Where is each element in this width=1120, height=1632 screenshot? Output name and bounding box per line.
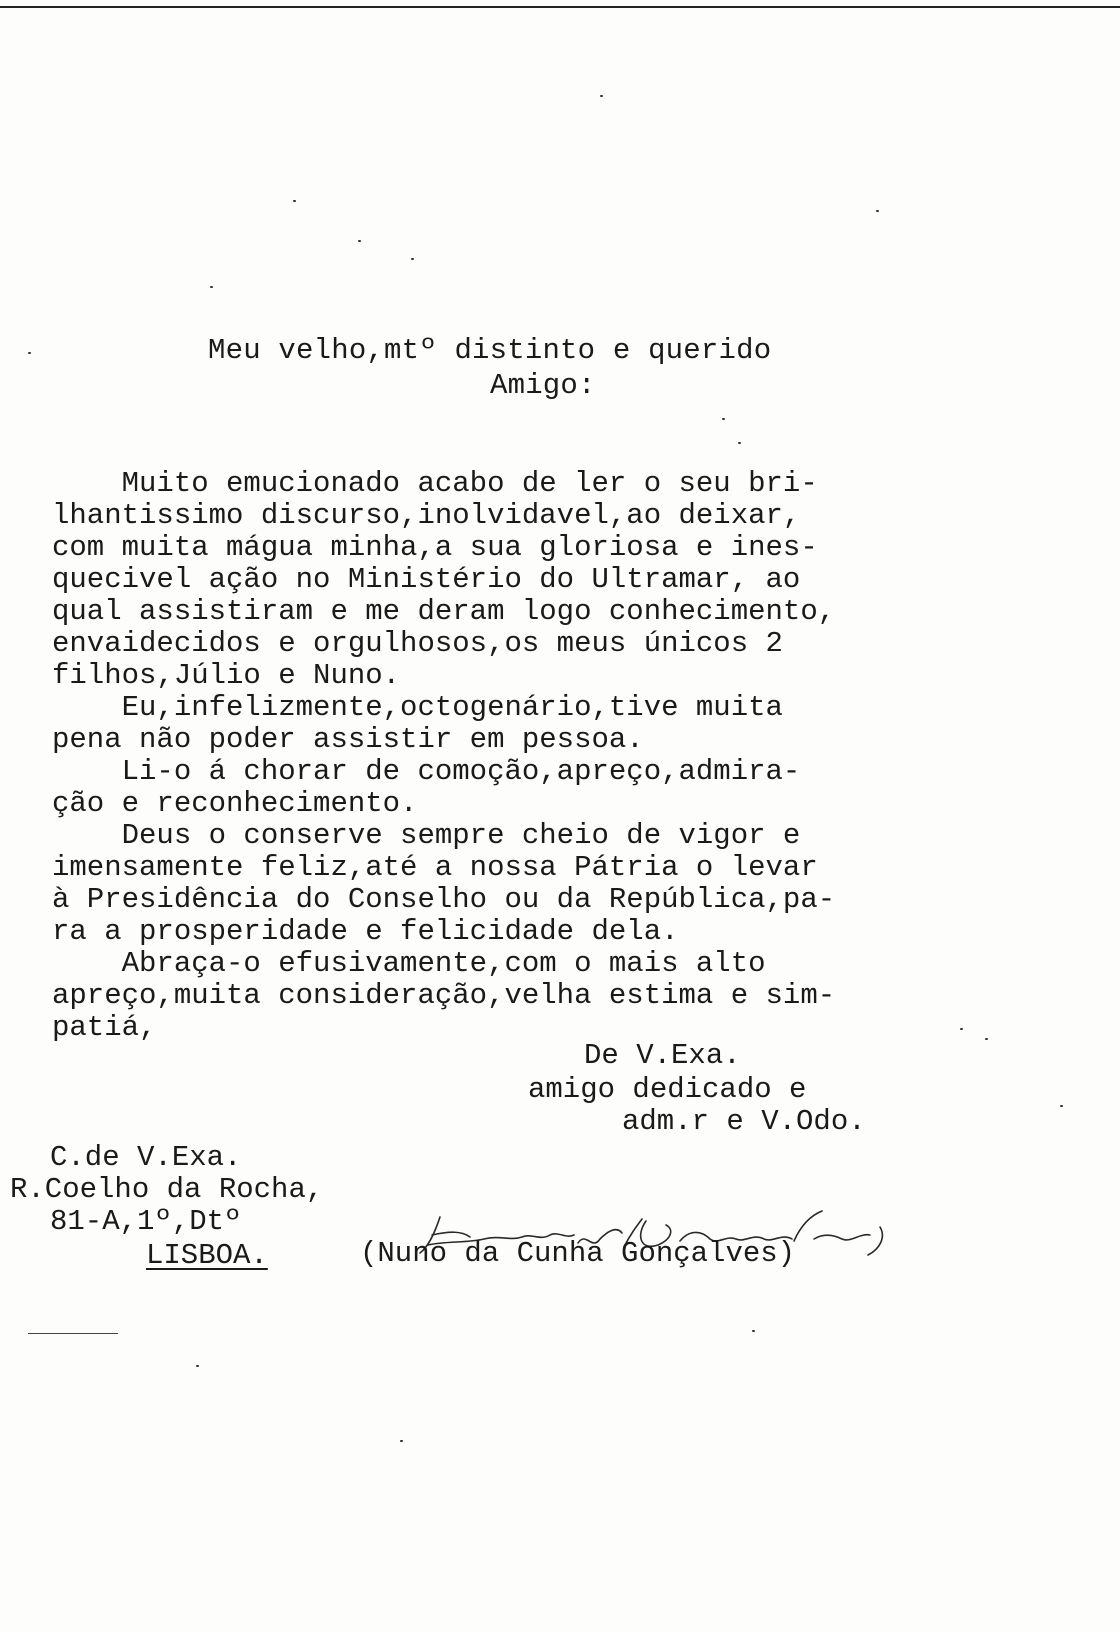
scan-speck [752,1330,755,1332]
closing-line-3: adm.r e V.Odo. [622,1105,866,1138]
scan-speck [210,286,213,288]
body-line: ção e reconhecimento. [52,787,418,820]
stray-mark [28,1333,118,1334]
scan-speck [1060,1105,1063,1107]
address-line-3: 81-A,1º,Dtº [50,1205,242,1238]
scan-speck [738,442,741,444]
scan-speck [400,1440,403,1442]
body-line: patiá, [52,1011,157,1044]
body-line: Li-o á chorar de comoção,apreço,admira- [52,755,801,788]
body-line: Muito emucionado acabo de ler o seu bri- [52,467,818,500]
scan-speck [28,352,31,354]
body-line: imensamente feliz,até a nossa Pátria o levar [52,851,818,884]
body-line: qual assistiram e me deram logo conhecimento, [52,595,836,628]
scan-speck [411,258,414,260]
body-line: com muita mágua minha,a sua gloriosa e ines- [52,531,818,564]
scan-speck [876,210,879,212]
address-city: LISBOA. [146,1239,268,1272]
body-line: filhos,Júlio e Nuno. [52,659,401,692]
closing-line-1: De V.Exa. [584,1039,741,1072]
address-line-1: C.de V.Exa. [50,1141,242,1174]
salutation-line-1: Meu velho,mtº distinto e querido [208,334,772,367]
scan-speck [960,1028,963,1030]
scan-speck [358,240,361,242]
scan-speck [196,1365,199,1367]
body-line: ra a prosperidade e felicidade dela. [52,915,679,948]
body-line: lhantissimo discurso,inolvidavel,ao deixar, [52,499,801,532]
top-edge-rule [0,6,1120,8]
scan-speck [600,95,603,97]
body-line: quecivel ação no Ministério do Ultramar, ao [52,563,801,596]
body-line: Deus o conserve sempre cheio de vigor e [52,819,801,852]
scan-speck [985,1038,988,1040]
address-line-2: R.Coelho da Rocha, [10,1173,324,1206]
body-line: Abraça-o efusivamente,com o mais alto [52,947,766,980]
scan-speck [293,200,296,202]
body-line: envaidecidos e orgulhosos,os meus únicos 2 [52,627,783,660]
closing-line-2: amigo dedicado e [528,1073,807,1106]
signatory-name: (Nuno da Cunha Gonçalves) [360,1237,796,1270]
body-line: Eu,infelizmente,octogenário,tive muita [52,691,783,724]
body-line: à Presidência do Conselho ou da República,pa- [52,883,836,916]
body-line: pena não poder assistir em pessoa. [52,723,644,756]
body-line: apreço,muita consideração,velha estima e sim- [52,979,836,1012]
salutation-line-2: Amigo: [490,369,596,402]
scan-speck [722,418,725,420]
